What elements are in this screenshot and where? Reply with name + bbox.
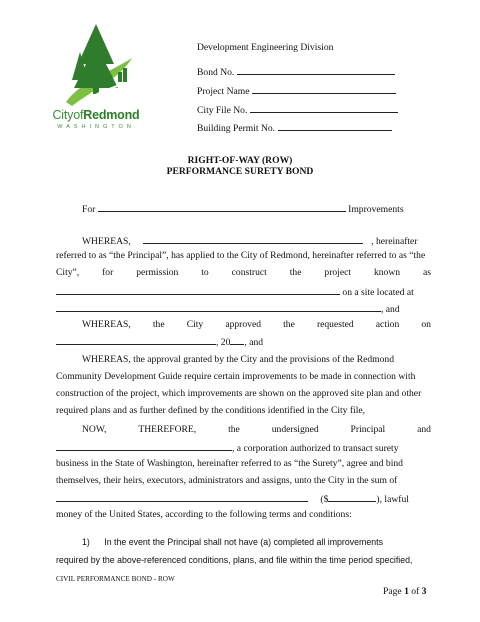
approval-date-blank[interactable] (56, 335, 216, 345)
logo-state: WASHINGTON (57, 124, 135, 130)
p1-line-3: City”, for permission to construct the project known as (56, 267, 431, 278)
city-file-blank[interactable] (250, 103, 398, 113)
approval-year-blank[interactable] (230, 335, 244, 345)
bond-no-field (197, 65, 395, 78)
for-label: For (82, 204, 96, 215)
bond-no-label: Bond No. (197, 67, 235, 78)
p1-line-4: on a site located at (56, 285, 414, 298)
p1-line-2: referred to as “the Principal”, has applied to the City of Redmond, hereinafter referred to as “the (56, 250, 426, 261)
principal-blank[interactable] (143, 234, 363, 244)
project-name-blank[interactable] (252, 84, 396, 94)
document-title (0, 155, 480, 177)
for-improvements-line (82, 202, 404, 215)
title-line-2: PERFORMANCE SURETY BOND (166, 166, 314, 177)
p4-line-5: ($ ), lawful (56, 492, 431, 505)
p4-line-6: money of the United States, according to the following terms and conditions: (56, 509, 352, 520)
p2-line-1: WHEREAS, the City approved the requested action on (82, 319, 431, 330)
item-1-line-1: 1) In the event the Principal shall not have (a) completed all improvements (82, 537, 383, 547)
building-permit-field (197, 121, 392, 134)
p3-line-2: Community Development Guide require certain improvements to be made in connection with (56, 371, 416, 382)
building-permit-label: Building Permit No. (197, 123, 276, 134)
sum-amount-blank[interactable] (328, 492, 376, 502)
item-1-line-2: required by the above-referenced conditions, plans, and file within the time period specified, (56, 555, 413, 565)
site-location-blank[interactable] (56, 302, 381, 312)
p4-line-2: , a corporation authorized to transact surety (56, 441, 399, 454)
improvements-blank[interactable] (98, 202, 346, 212)
sum-words-blank[interactable] (56, 492, 308, 502)
city-file-label: City File No. (197, 105, 248, 116)
title-line-1: RIGHT-OF-WAY (ROW) (187, 155, 293, 166)
p4-line-4: themselves, their heirs, executors, administrators and assigns, unto the City in the sum of (56, 475, 398, 486)
tree-emblem-icon (50, 22, 142, 108)
logo-wordmark: CityofRedmond (52, 108, 140, 122)
division-heading: Development Engineering Division (197, 42, 334, 53)
footer-form-name: CIVIL PERFORMANCE BOND - ROW (56, 575, 175, 583)
bond-no-blank[interactable] (237, 65, 395, 75)
project-name-field (197, 84, 396, 97)
p1-line-1: WHEREAS, , hereinafter (82, 236, 418, 247)
p4-line-1: NOW, THEREFORE, the undersigned Principal and (82, 424, 431, 435)
surety-name-blank[interactable] (56, 441, 232, 451)
p3-line-1: WHEREAS, the approval granted by the City and the provisions of the Redmond (82, 354, 395, 365)
improvements-label: Improvements (348, 204, 404, 215)
city-file-field (197, 103, 398, 116)
p2-line-2: , 20 , and (56, 335, 263, 348)
p1-line-5: , and (56, 302, 400, 315)
city-of-redmond-logo (50, 22, 142, 140)
p3-line-4: required plans and as further defined by the conditions identified in the City file, (56, 405, 366, 416)
project-name-label: Project Name (197, 86, 250, 97)
page-number: Page 1 of 3 (383, 586, 427, 597)
project-known-as-blank[interactable] (56, 285, 340, 295)
p3-line-3: construction of the project, which improvements are shown on the approved site plan and other (56, 388, 422, 399)
p4-line-3: business in the State of Washington, hereinafter referred to as “the Surety”, agree and bind (56, 458, 403, 469)
building-permit-blank[interactable] (278, 121, 392, 131)
